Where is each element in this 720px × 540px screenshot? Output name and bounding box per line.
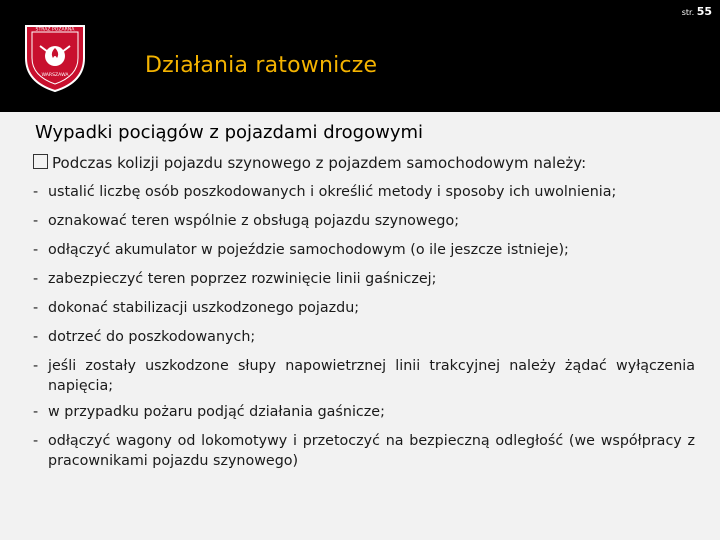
slide-title: Działania ratownicze: [145, 53, 378, 78]
list-item: [33, 211, 695, 231]
section-subtitle: Wypadki pociągów z pojazdami drogowymi: [35, 122, 424, 143]
page-prefix: str.: [681, 8, 695, 17]
list-item: [33, 298, 695, 318]
list-item-text: ustalić liczbę osób poszkodowanych i określić metody i sposoby ich uwolnienia;: [48, 184, 617, 200]
dash-bullet: -: [33, 242, 39, 258]
dash-bullet: -: [33, 271, 39, 287]
checkbox-bullet-icon: [33, 154, 48, 169]
lead-text: [33, 154, 586, 172]
list-item-text: jeśli zostały uszkodzone słupy napowietrznej linii trakcyjnej należy żądać wyłączenia napięcia;: [48, 358, 695, 394]
dash-bullet: -: [33, 433, 39, 449]
list-item: [33, 240, 695, 260]
dash-bullet: -: [33, 300, 39, 316]
dash-bullet: -: [33, 404, 39, 420]
list-item: [33, 182, 695, 202]
list-item-text: odłączyć akumulator w pojeździe samochodowym (o ile jeszcze istnieje);: [48, 242, 569, 258]
slide-header: [0, 0, 720, 112]
list-item: [33, 269, 695, 289]
dash-bullet: -: [33, 184, 39, 200]
list-item-text: dokonać stabilizacji uszkodzonego pojazdu;: [48, 300, 360, 316]
list-item: [33, 356, 695, 396]
action-list: [33, 182, 695, 480]
page-number: [682, 5, 712, 18]
list-item: [33, 402, 695, 422]
dash-bullet: -: [33, 213, 39, 229]
list-item: [33, 327, 695, 347]
list-item-text: w przypadku pożaru podjąć działania gaśnicze;: [48, 404, 385, 420]
list-item: [33, 431, 695, 471]
fire-brigade-shield-logo: [18, 20, 92, 94]
dash-bullet: -: [33, 358, 39, 374]
logo-text-top: STRAŻ POŻARNA: [35, 27, 75, 33]
page-number-value: 55: [696, 5, 712, 18]
slide-content: [0, 112, 720, 540]
list-item-text: oznakować teren wspólnie z obsługą pojazdu szynowego;: [48, 213, 460, 229]
dash-bullet: -: [33, 329, 39, 345]
list-item-text: zabezpieczyć teren poprzez rozwinięcie linii gaśniczej;: [48, 271, 437, 287]
logo-text-bottom: WARSZAWA: [41, 73, 69, 78]
list-item-text: dotrzeć do poszkodowanych;: [48, 329, 256, 345]
list-item-text: odłączyć wagony od lokomotywy i przetoczyć na bezpieczną odległość (we współpracy z pracownikami pojazdu szynowego): [48, 433, 695, 469]
lead-label: Podczas kolizji pojazdu szynowego z pojazdem samochodowym należy:: [52, 154, 587, 172]
